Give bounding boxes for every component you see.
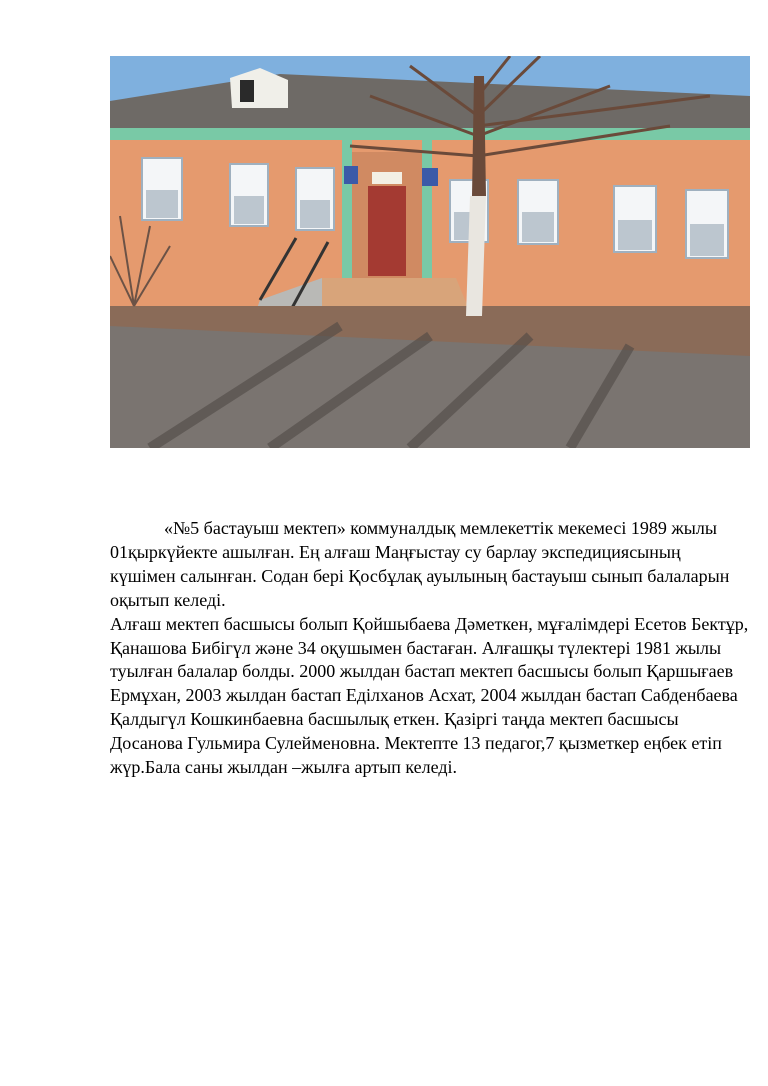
paragraph-history: Алғаш мектеп басшысы болып Қойшыбаева Дәметкен, мұғалімдері Есетов Бектұр, Қанашова Бибігүл және 34 оқушымен бастаған. Алғашқы түлектері 1981 жылы туылған балалар болды. 2000 жылдан бастап мектеп басшысы болып Қаршығаев Ермұхан, 2003 жылдан бастап Еділханов Асхат, 2004 жылдан бастап Сабденбаева Қалдыгүл Кошкинбаевна басшылық еткен. Қазіргі таңда мектеп басшысы Досанова Гульмира Сулейменовна. Мектепте 13 педагог,7 қызметкер еңбек етіп жүр.Бала саны жылдан –жылға артып келеді. bbox=[110, 613, 749, 778]
body-text bbox=[110, 517, 750, 780]
school-building-photo bbox=[110, 56, 750, 448]
paragraph-intro: «№5 бастауыш мектеп» коммуналдық мемлекеттік мекемесі 1989 жылы 01қыркүйекте ашылған. Ең алғаш Маңғыстау су барлау экспедициясының күшімен салынған. Содан бері Қосбұлақ ауылының бастауыш сынып балаларын оқытып келеді. bbox=[110, 518, 730, 610]
